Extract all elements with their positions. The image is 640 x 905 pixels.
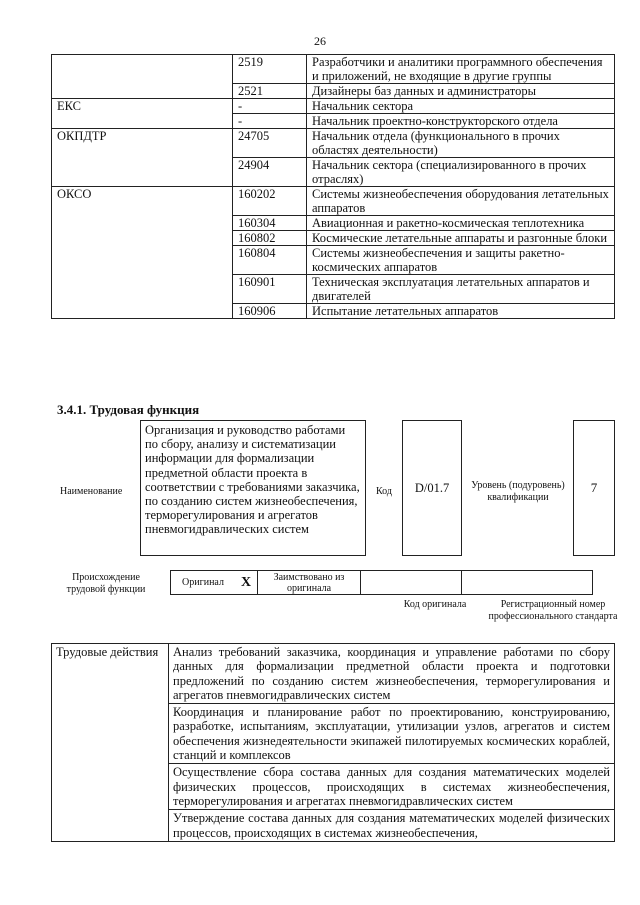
code-cell: - <box>233 114 307 129</box>
occupation-name-cell: Космические летательные аппараты и разгонные блоки <box>307 231 615 246</box>
code-cell: 24705 <box>233 129 307 158</box>
section-title: 3.4.1. Трудовая функция <box>57 402 200 417</box>
occupation-name-cell: Системы жизнеобеспечения и защиты ракетно-космических аппаратов <box>307 246 615 275</box>
page-number: 26 <box>314 34 326 48</box>
occupation-name-cell: Дизайнеры баз данных и администраторы <box>307 84 615 99</box>
code-cell: 24904 <box>233 158 307 187</box>
codes-table <box>51 54 615 319</box>
original-code-caption: Код оригинала <box>403 599 467 610</box>
classifier-cell: ЕКС <box>52 99 233 129</box>
classifier-cell: ОКПДТР <box>52 129 233 187</box>
table-row <box>52 129 615 158</box>
function-name-box: Организация и руководство работами по сбору, анализу и систематизации информации для формализации предметной области проекта в соответствии с требованиями заказчика, по созданию систем жизнеобеспечения, терморегулирования и агрегатов пневмогидравлических систем <box>140 420 366 556</box>
action-item-cell: Анализ требований заказчика, координация и управление работами по сбору данных для формализации предметной области проекта и подготовки предложений по созданию систем жизнеобеспечения, терморегулирования и агрегатов пневмогидравлических систем <box>169 644 615 704</box>
table-row <box>52 187 615 216</box>
code-cell: 160802 <box>233 231 307 246</box>
code-cell: 160901 <box>233 275 307 304</box>
function-code-box: D/01.7 <box>402 420 462 556</box>
actions-table <box>51 643 615 842</box>
origin-table <box>170 570 593 595</box>
original-mark: X <box>235 571 258 595</box>
code-cell: 160202 <box>233 187 307 216</box>
reg-number-cell <box>462 571 593 595</box>
original-cell: Оригинал <box>171 571 236 595</box>
table-row <box>52 99 615 114</box>
code-label: Код <box>376 486 392 497</box>
original-code-cell <box>361 571 462 595</box>
reg-number-caption: Регистрационный номер профессионального стандарта <box>488 599 618 622</box>
code-cell: 160304 <box>233 216 307 231</box>
table-row <box>52 644 615 704</box>
action-item-cell: Осуществление сбора состава данных для создания математических моделей физических процессов, происходящих в системах жизнеобеспечения, терморегулирования и агрегатах пневмогидравлических систем <box>169 764 615 810</box>
name-label: Наименование <box>60 486 123 497</box>
borrowed-cell: Заимствовано из оригинала <box>258 571 361 595</box>
code-cell: 2519 <box>233 55 307 84</box>
occupation-name-cell: Начальник проектно-конструкторского отдела <box>307 114 615 129</box>
level-box: 7 <box>573 420 615 556</box>
occupation-name-cell: Начальник отдела (функционального в прочих областях деятельности) <box>307 129 615 158</box>
occupation-name-cell: Авиационная и ракетно-космическая теплотехника <box>307 216 615 231</box>
code-cell: 2521 <box>233 84 307 99</box>
action-item-cell: Утверждение состава данных для создания математических моделей физических процессов, происходящих в системах жизнеобеспечения, <box>169 810 615 842</box>
code-cell: 160804 <box>233 246 307 275</box>
occupation-name-cell: Техническая эксплуатация летательных аппаратов и двигателей <box>307 275 615 304</box>
classifier-cell: ОКСО <box>52 187 233 319</box>
table-row <box>52 55 615 84</box>
occupation-name-cell: Разработчики и аналитики программного обеспечения и приложений, не входящие в другие группы <box>307 55 615 84</box>
classifier-cell <box>52 55 233 99</box>
actions-label-cell: Трудовые действия <box>52 644 169 842</box>
occupation-name-cell: Начальник сектора <box>307 99 615 114</box>
code-cell: 160906 <box>233 304 307 319</box>
code-cell: - <box>233 99 307 114</box>
origin-label: Происхождение трудовой функции <box>66 572 146 595</box>
level-label: Уровень (подуровень) квалификации <box>471 480 565 503</box>
occupation-name-cell: Системы жизнеобеспечения оборудования летательных аппаратов <box>307 187 615 216</box>
action-item-cell: Координация и планирование работ по проектированию, конструированию, разработке, испытаниям, эксплуатации, утилизации узлов, агрегатов и систем обеспечения жизнедеятельности экипажей пилотируемых космических кораблей, станций и комплексов <box>169 704 615 764</box>
occupation-name-cell: Начальник сектора (специализированного в прочих отраслях) <box>307 158 615 187</box>
occupation-name-cell: Испытание летательных аппаратов <box>307 304 615 319</box>
